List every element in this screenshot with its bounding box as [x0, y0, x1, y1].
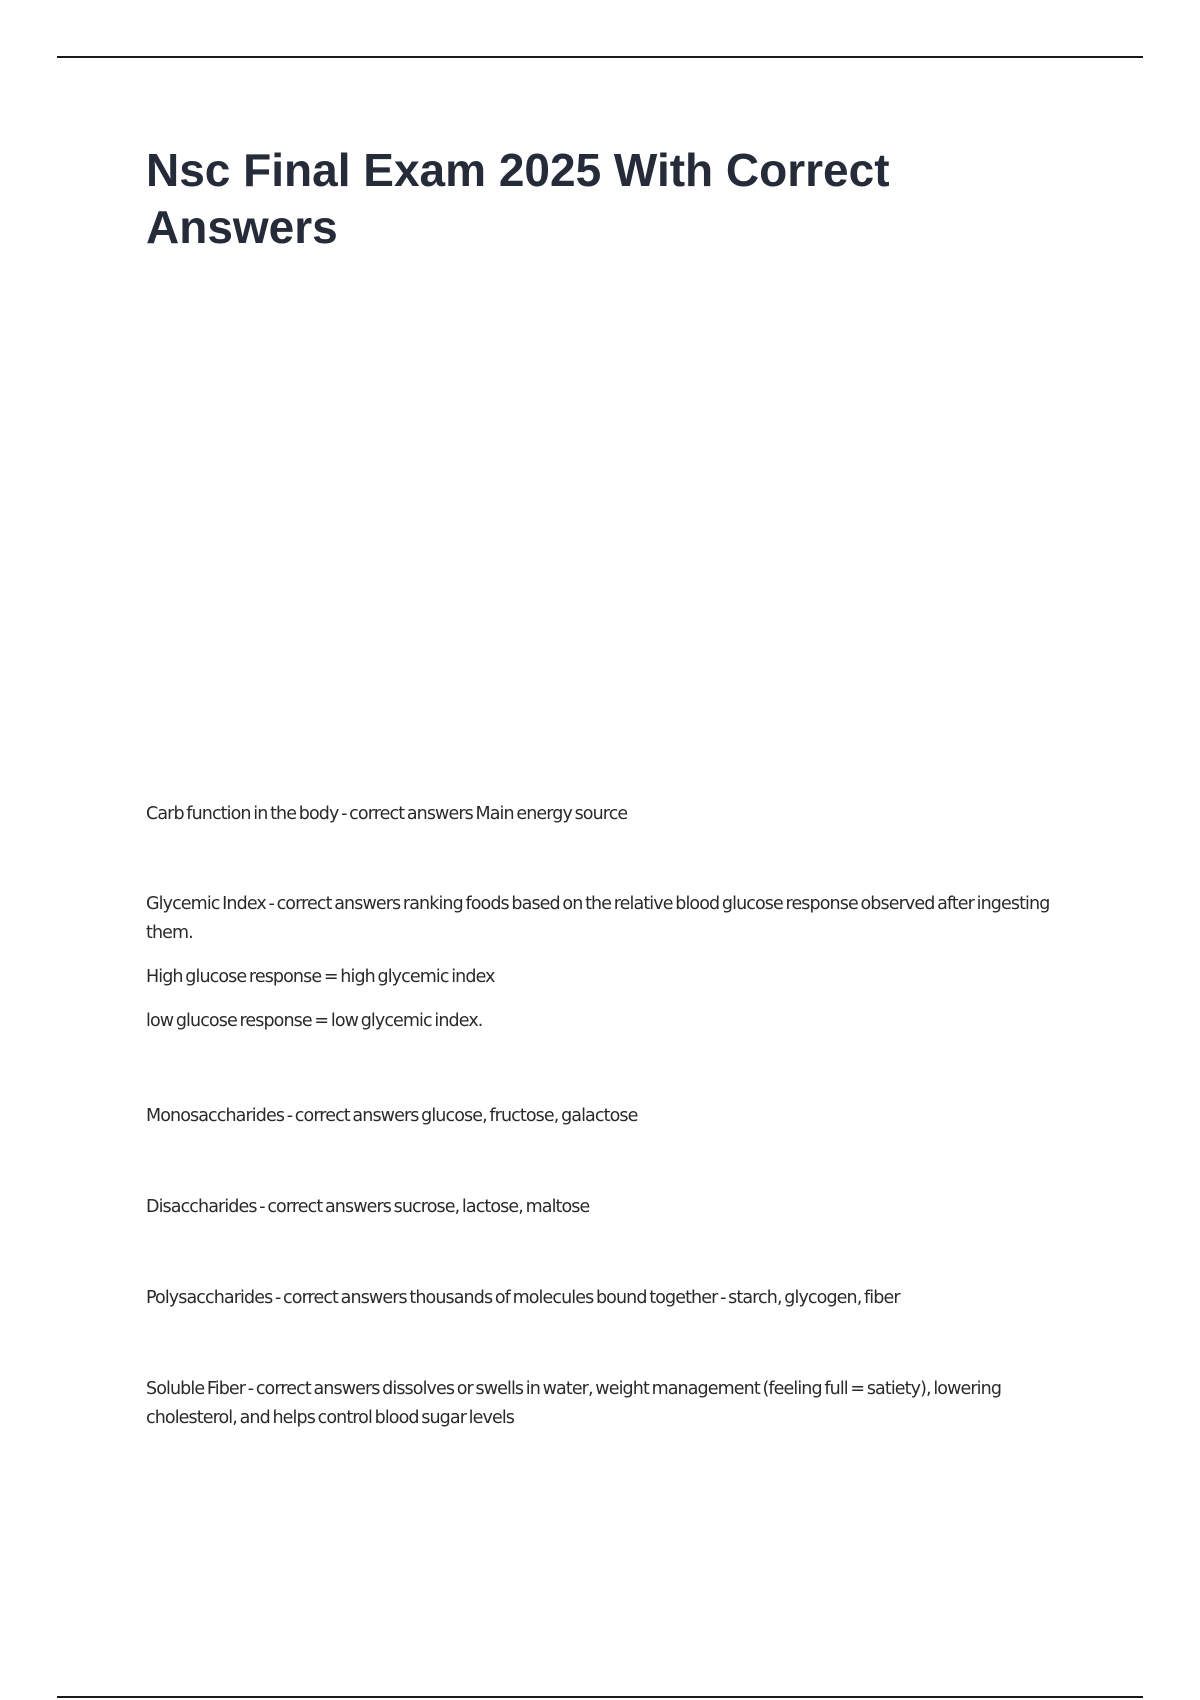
qa-paragraph: Disaccharides - correct answers sucrose, lactose, maltose: [146, 1197, 590, 1217]
qa-item-monosaccharides: [146, 1102, 1076, 1131]
qa-paragraph: low glucose response = low glycemic index.: [146, 1011, 483, 1031]
qa-item-glycemic-index: [146, 890, 1076, 1036]
qa-paragraph: Polysaccharides - correct answers thousands of molecules bound together - starch, glycogen, fiber: [146, 1288, 900, 1308]
qa-paragraph: Soluble Fiber - correct answers dissolves or swells in water, weight management (feeling full = satiety), lowering cholesterol, and helps control blood sugar levels: [146, 1379, 1002, 1428]
qa-item-disaccharides: [146, 1193, 1076, 1222]
qa-paragraph: Monosaccharides - correct answers glucose, fructose, galactose: [146, 1106, 638, 1126]
qa-item-polysaccharides: [146, 1284, 1076, 1313]
qa-item-soluble-fiber: [146, 1375, 1076, 1433]
qa-paragraph: High glucose response = high glycemic index: [146, 967, 495, 987]
top-divider: [57, 56, 1143, 58]
qa-paragraph: Glycemic Index - correct answers ranking foods based on the relative blood glucose response observed after ingesting them.: [146, 894, 1050, 943]
qa-paragraph: Carb function in the body - correct answers Main energy source: [146, 804, 628, 824]
bottom-divider: [57, 1696, 1143, 1698]
qa-item-carb-function: [146, 800, 1076, 829]
document-title: Nsc Final Exam 2025 With Correct Answers: [146, 144, 890, 253]
